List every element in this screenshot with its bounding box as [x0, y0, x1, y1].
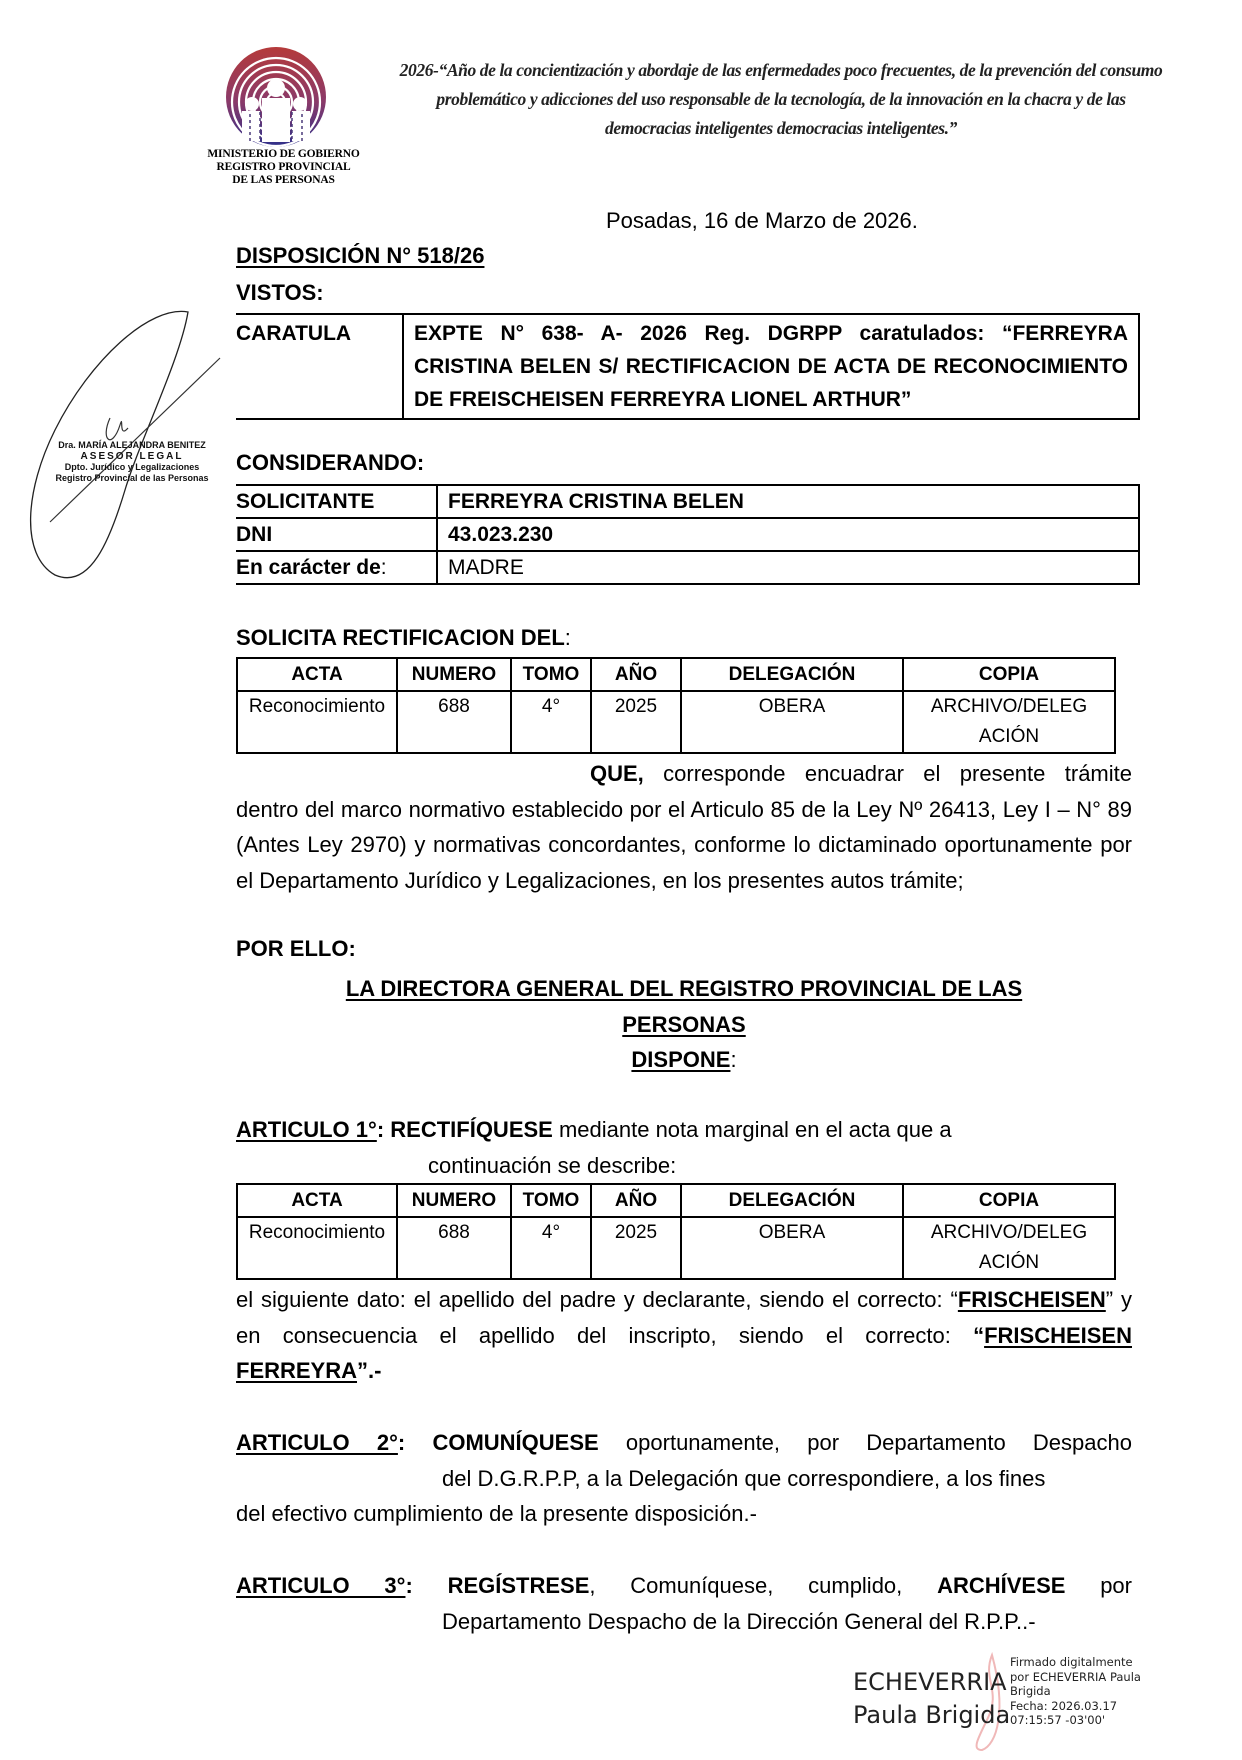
article-sep: :: [376, 1117, 385, 1142]
caratula-value: EXPTE N° 638- A- 2026 Reg. DGRPP caratulados: “FERREYRA CRISTINA BELEN S/ RECTIFICACION DE ACTA DE RECONOCIMIENTO DE FREISCHEISEN FERREYRA LIONEL ARTHUR”: [403, 314, 1139, 419]
directora-line: PERSONAS: [622, 1011, 746, 1037]
directora-heading: [236, 971, 1132, 1078]
motto-line: democracias inteligentes democracias inteligentes.”: [605, 118, 957, 138]
cell-copia: ARCHIVO/DELEG ACIÓN: [903, 1217, 1115, 1279]
ministry-line: DE LAS PERSONAS: [232, 174, 335, 186]
signature-info-line: Brigida: [1010, 1684, 1051, 1698]
signature-info-line: Firmado digitalmente: [1010, 1655, 1133, 1669]
table-row: [237, 691, 1115, 753]
dispone-colon: :: [730, 1047, 737, 1072]
article-2-text: del efectivo cumplimiento de la presente disposición.-: [236, 1501, 757, 1526]
cell-acta: Reconocimiento: [237, 1217, 397, 1279]
considerando-heading: CONSIDERANDO:: [236, 450, 425, 475]
role-label-colon: :: [380, 556, 387, 579]
que-text: corresponde encuadrar el presente trámite dentro del marco normativo establecido por el Articulo 85 de la Ley Nº 26413, Ley I – N° 89 (Antes Ley 2970) y normativas concordantes, conforme lo dictaminado oportunamente por el Departamento Jurídico y Legalizaciones, en los presentes autos trámite;: [236, 761, 1132, 893]
applicant-value: FERREYRA CRISTINA BELEN: [437, 485, 1139, 518]
que-lead: QUE,: [590, 761, 644, 786]
article-3-text: , Comuníquese, cumplido,: [589, 1573, 938, 1598]
table-header-row: [237, 1184, 1115, 1217]
cell-tomo: 4°: [511, 691, 591, 753]
year-motto: [376, 56, 1186, 143]
legal-advisor-stamp: [42, 440, 222, 484]
signature-time: 07:15:57 -03'00': [1010, 1713, 1106, 1727]
col-acta: ACTA: [237, 658, 397, 691]
vistos-heading: VISTOS:: [236, 280, 324, 305]
article-3: [236, 1568, 1132, 1639]
cell-numero: 688: [397, 1217, 511, 1279]
dni-value: 43.023.230: [437, 518, 1139, 551]
role-value: MADRE: [437, 551, 1139, 584]
motto-line: 2026-“Año de la concientización y abordaje de las enfermedades poco frecuentes, de la prevención del consumo: [399, 60, 1163, 80]
stamp-line: Dpto. Jurídico y Legalizaciones: [64, 462, 200, 472]
col-copia: COPIA: [903, 658, 1115, 691]
table-row: [236, 314, 1139, 419]
article-3-text: por: [1065, 1573, 1132, 1598]
article-3-label: ARTICULO 3°: [236, 1573, 406, 1598]
cell-delegacion: OBERA: [681, 1217, 903, 1279]
que-paragraph: [236, 756, 1132, 898]
solicita-heading-text: SOLICITA RECTIFICACION DEL: [236, 625, 565, 650]
caratula-table: [236, 313, 1140, 420]
col-ano: AÑO: [591, 658, 681, 691]
stamp-line: ASESOR LEGAL: [80, 451, 184, 462]
article-2-text: oportunamente, por Departamento Despacho: [598, 1430, 1132, 1455]
col-acta: ACTA: [237, 1184, 397, 1217]
col-numero: NUMERO: [397, 658, 511, 691]
caratula-label: CARATULA: [236, 314, 403, 419]
article-1: [236, 1112, 1132, 1183]
quote: “: [973, 1322, 985, 1348]
article-sep: :: [397, 1430, 433, 1455]
solicita-colon: :: [564, 625, 571, 650]
signer-name: [853, 1666, 1010, 1732]
signer-surname: ECHEVERRIA: [853, 1668, 1007, 1696]
article-1-text: continuación se describe:: [428, 1152, 677, 1178]
por-ello-heading: POR ELLO:: [236, 936, 356, 961]
correction-text: ” y en consecuencia el apellido del inscripto, siendo el correcto:: [236, 1287, 1132, 1348]
signature-info: [1010, 1655, 1141, 1728]
col-copia: COPIA: [903, 1184, 1115, 1217]
disposition-number: DISPOSICIÓN N° 518/26: [236, 243, 485, 268]
role-label: [236, 551, 437, 584]
registro-logo-icon: [222, 44, 330, 150]
solicita-heading: [236, 625, 571, 651]
correction-text: el siguiente dato: el apellido del padre y declarante, siendo el correcto: “: [236, 1287, 958, 1312]
dispone-heading: DISPONE: [631, 1047, 731, 1072]
cell-ano: 2025: [591, 691, 681, 753]
table-row: [236, 518, 1139, 551]
ministry-line: REGISTRO PROVINCIAL: [216, 161, 351, 173]
ministry-name: [196, 148, 371, 187]
cell-tomo: 4°: [511, 1217, 591, 1279]
cell-acta: Reconocimiento: [237, 691, 397, 753]
dni-label: DNI: [236, 518, 437, 551]
place-date: Posadas, 16 de Marzo de 2026.: [606, 208, 918, 233]
article-1-label: ARTICULO 1°: [236, 1117, 377, 1142]
signature-date: Fecha: 2026.03.17: [1010, 1698, 1118, 1713]
article-2-text: del D.G.R.P.P, a la Delegación que correspondiere, a los fines: [442, 1465, 1046, 1491]
signer-given-names: Paula Brigida: [853, 1701, 1011, 1729]
cell-delegacion: OBERA: [681, 691, 903, 753]
article-2: [236, 1425, 1132, 1532]
article-1-verb: RECTIFÍQUESE: [390, 1117, 553, 1142]
article-3-text: Departamento Despacho de la Dirección General del R.P.P..-: [442, 1608, 1036, 1634]
acta-table-rectify: [236, 1183, 1116, 1280]
table-row: [236, 485, 1139, 518]
table-row: [236, 551, 1139, 584]
directora-line: LA DIRECTORA GENERAL DEL REGISTRO PROVINCIAL DE LAS: [345, 976, 1023, 1001]
correct-inscribed-surname: FRISCHEISEN FERREYRA: [236, 1322, 1132, 1383]
stamp-line: Registro Provincial de las Personas: [55, 473, 209, 483]
table-header-row: [237, 658, 1115, 691]
col-ano: AÑO: [591, 1184, 681, 1217]
role-label-text: En carácter de: [236, 556, 381, 579]
ministry-line: MINISTERIO DE GOBIERNO: [207, 148, 360, 160]
motto-line: problemático y adicciones del uso responsable de la tecnología, de la innovación en la chacra y de las: [436, 89, 1126, 109]
table-row: [237, 1217, 1115, 1279]
col-tomo: TOMO: [511, 658, 591, 691]
col-delegacion: DELEGACIÓN: [681, 658, 903, 691]
article-2-label: ARTICULO 2°: [236, 1430, 398, 1455]
article-1-correction: [236, 1282, 1132, 1389]
cell-ano: 2025: [591, 1217, 681, 1279]
article-3-verb: REGÍSTRESE: [447, 1573, 590, 1598]
acta-table-request: [236, 657, 1116, 754]
signature-info-line: por ECHEVERRIA Paula: [1010, 1669, 1141, 1684]
article-2-verb: COMUNÍQUESE: [432, 1430, 599, 1455]
quote-end: ”.-: [357, 1358, 382, 1383]
col-delegacion: DELEGACIÓN: [681, 1184, 903, 1217]
col-numero: NUMERO: [397, 1184, 511, 1217]
cell-numero: 688: [397, 691, 511, 753]
col-tomo: TOMO: [511, 1184, 591, 1217]
correct-father-surname: FRISCHEISEN: [957, 1287, 1106, 1312]
article-1-text: mediante nota marginal en el acta que a: [552, 1117, 952, 1142]
article-3-verb: ARCHÍVESE: [937, 1573, 1066, 1598]
stamp-line: Dra. MARÍA ALEJANDRA BENITEZ: [58, 440, 206, 450]
article-sep: :: [405, 1573, 413, 1598]
applicant-table: [236, 484, 1140, 585]
applicant-label: SOLICITANTE: [236, 485, 437, 518]
cell-copia: ARCHIVO/DELEG ACIÓN: [903, 691, 1115, 753]
